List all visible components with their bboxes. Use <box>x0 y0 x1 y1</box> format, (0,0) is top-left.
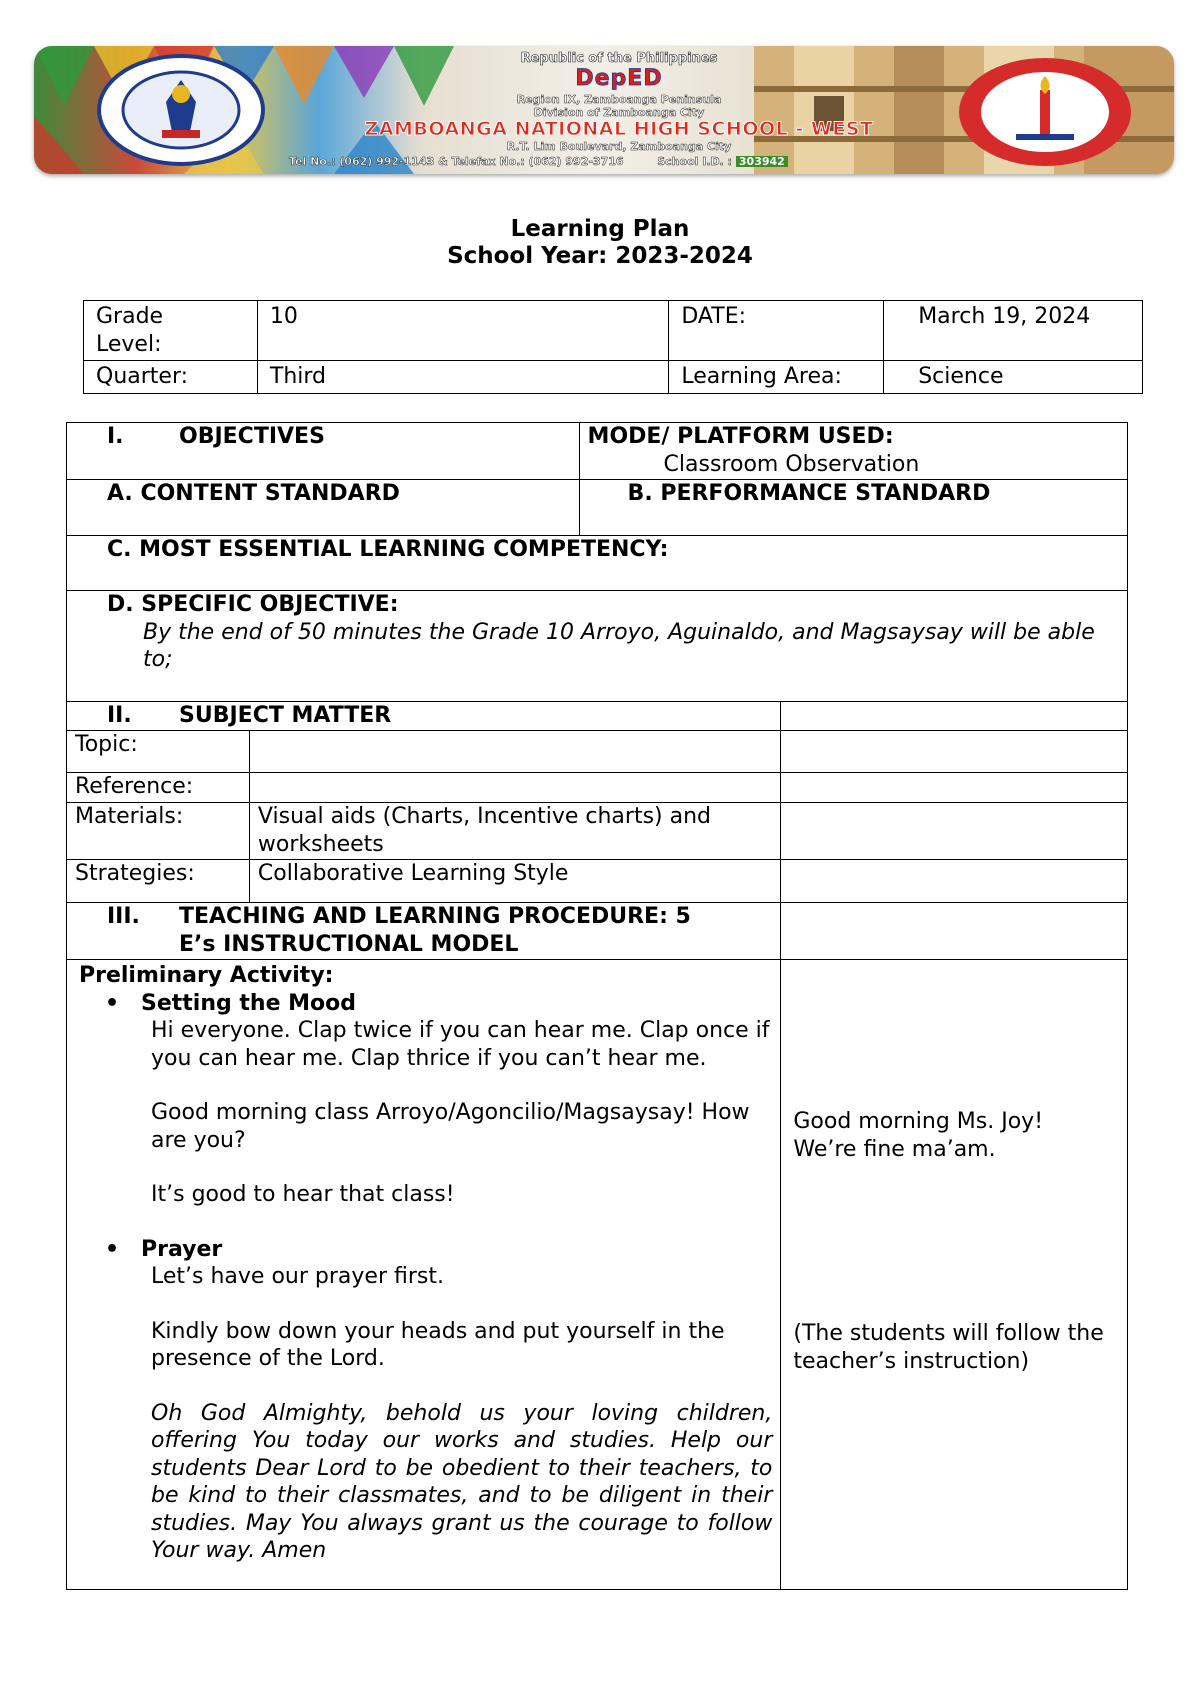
mood-paragraph-3: It’s good to hear that class! <box>151 1182 455 1207</box>
objectives-number: I. <box>107 424 124 449</box>
prayer-body <box>79 1263 772 1565</box>
republic-text: Republic of the Philippines <box>520 51 718 66</box>
procedure-title-line2: E’s INSTRUCTIONAL MODEL <box>179 931 519 957</box>
prayer-text: Oh God Almighty, behold us your loving children, offering You today our works and studies. Help our students Dear Lord to be obedient to their teachers, to be kind to their classmates, and to be diligent in their studies. May You always grant us the courage to follow Your way. Amen <box>151 1400 773 1563</box>
document-title: Learning Plan <box>510 216 690 242</box>
subject-matter-number: II. <box>107 703 132 728</box>
response-column-cell <box>781 702 1128 731</box>
grade-level-label: Grade Level: <box>84 301 258 361</box>
mode-platform-label: MODE/ PLATFORM USED: <box>587 424 894 449</box>
mode-platform-cell <box>579 423 1127 480</box>
school-seal-logo <box>956 56 1134 168</box>
mode-platform-value: Classroom Observation <box>663 451 920 477</box>
setting-mood-body <box>79 1017 772 1209</box>
reference-label: Reference: <box>67 773 250 803</box>
specific-objective-text: By the end of 50 minutes the Grade 10 Arroyo, Aguinaldo, and Magsaysay will be able to; <box>143 619 1095 672</box>
response-column-cell <box>781 773 1128 803</box>
mood-paragraph-1: Hi everyone. Clap twice if you can hear me. Clap once if you can hear me. Clap thrice if you can’t hear me. <box>151 1018 770 1071</box>
objectives-heading <box>67 423 580 480</box>
prayer-heading: • Prayer <box>79 1236 772 1264</box>
school-telephone: Tel No.: (062) 992-1143 & Telefax No.: (062) 992-3716 <box>289 155 624 168</box>
setting-mood-heading: • Setting the Mood <box>79 990 772 1018</box>
procedure-heading <box>67 903 781 960</box>
student-response-2: (The students will follow the teacher’s instruction) <box>793 1321 1104 1374</box>
school-id-label: School I.D. : <box>657 155 733 168</box>
quarter-label: Quarter: <box>84 361 258 394</box>
procedure-title-line1: TEACHING AND LEARNING PROCEDURE: 5 <box>179 904 691 929</box>
learning-area-label: Learning Area: <box>669 361 884 394</box>
school-name: ZAMBOANGA NATIONAL HIGH SCHOOL - WEST <box>364 118 874 140</box>
content-standard-heading: A. CONTENT STANDARD <box>67 480 580 536</box>
preliminary-activity-cell <box>67 960 781 1590</box>
subject-matter-heading <box>67 702 781 731</box>
lesson-info-table <box>83 300 1143 394</box>
mood-paragraph-2: Good morning class Arroyo/Agoncilio/Magsaysay! How are you? <box>151 1100 750 1153</box>
student-response-cell <box>781 960 1128 1590</box>
topic-label: Topic: <box>67 731 250 773</box>
region-text: Region IX, Zamboanga Peninsula <box>516 93 722 106</box>
specific-objective-cell <box>67 591 1128 702</box>
response-column-cell <box>781 903 1128 960</box>
preliminary-activity-heading: Preliminary Activity: <box>79 963 334 988</box>
school-id-value: 303942 <box>736 156 788 167</box>
learning-area-value: Science <box>884 361 1143 394</box>
procedure-number: III. <box>107 904 140 929</box>
deped-wordmark: DepED <box>575 66 663 91</box>
melc-heading: C. MOST ESSENTIAL LEARNING COMPETENCY: <box>67 536 1128 591</box>
prayer-paragraph-1: Let’s have our prayer first. <box>151 1264 444 1289</box>
response-column-cell <box>781 803 1128 860</box>
objectives-title: OBJECTIVES <box>179 424 325 449</box>
specific-objective-heading: D. SPECIFIC OBJECTIVE: <box>107 592 399 617</box>
response-column-cell <box>781 860 1128 903</box>
performance-standard-heading: B. PERFORMANCE STANDARD <box>579 480 1127 536</box>
school-year: School Year: 2023-2024 <box>447 243 753 269</box>
school-address: R.T. Lim Boulevard, Zamboanga City <box>506 140 732 153</box>
division-text: Division of Zamboanga City <box>533 106 705 119</box>
date-label: DATE: <box>669 301 884 361</box>
school-header-banner <box>34 46 1174 174</box>
quarter-value: Third <box>257 361 668 394</box>
school-contact-line <box>289 156 949 167</box>
banner-text-block <box>289 48 949 172</box>
reference-value <box>249 773 780 803</box>
subject-matter-title: SUBJECT MATTER <box>179 703 392 728</box>
prayer-paragraph-2: Kindly bow down your heads and put yourself in the presence of the Lord. <box>151 1318 725 1371</box>
deped-seal-logo <box>96 54 266 166</box>
materials-value: Visual aids (Charts, Incentive charts) and worksheets <box>249 803 780 860</box>
student-response-1: Good morning Ms. Joy! We’re fine ma’am. <box>793 1109 1044 1162</box>
strategies-value: Collaborative Learning Style <box>249 860 780 903</box>
materials-label: Materials: <box>67 803 250 860</box>
response-column-cell <box>781 731 1128 773</box>
topic-value <box>249 731 780 773</box>
learning-plan-table <box>66 422 1128 1590</box>
grade-level-value: 10 <box>257 301 668 361</box>
strategies-label: Strategies: <box>67 860 250 903</box>
date-value: March 19, 2024 <box>884 301 1143 361</box>
